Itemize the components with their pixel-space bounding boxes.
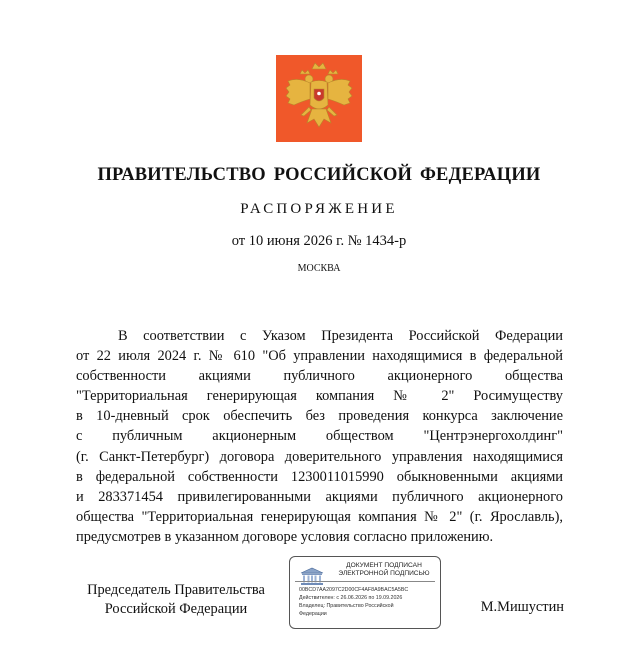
stamp-heading-line: ДОКУМЕНТ ПОДПИСАН [346,562,422,569]
order-text-line: общества "Территориальная генерирующая компания № 2" (г. Ярославль), [76,508,563,525]
electronic-signature-stamp [289,556,441,629]
government-title: ПРАВИТЕЛЬСТВО РОССИЙСКОЙ ФЕДЕРАЦИИ [97,165,541,185]
certificate-owner: Федерации [299,611,327,617]
order-text-line: (г. Санкт-Петербург) договора доверительного управления находящимися [76,448,563,465]
signatory-position [76,581,276,619]
stamp-divider [295,581,435,582]
order-text-line: предусмотрев в указанном договоре условия согласно приложению. [76,528,494,545]
document-place: МОСКВА [297,263,341,274]
signatory-name: М.Мишустин [480,599,564,615]
order-text-line: в 10-дневный срок обеспечить без проведения конкурса заключение [76,408,563,425]
document-date-number: от 10 июня 2026 г. № 1434-р [231,233,407,249]
order-text-line: с публичным акционерным обществом "Центрэнергохолдинг" [76,428,563,445]
government-building-seal-icon [299,566,325,586]
order-text-line: от 22 июля 2024 г. № 610 "Об управлении находящимися в федеральной [76,348,563,365]
signatory-position-line: Председатель Правительства [87,582,265,598]
stamp-heading [332,562,436,578]
order-text [76,326,563,547]
russian-coat-of-arms-icon [276,55,362,142]
order-text-line: "Территориальная генерирующая компания № 2" Росимуществу [76,388,563,405]
certificate-number: 00BCD7AA2097C2D00CF4AF8A9BAC5A5BC [299,587,409,593]
stamp-heading-line: ЭЛЕКТРОННОЙ ПОДПИСЬЮ [338,570,430,577]
order-text-line: В соответствии с Указом Президента Российской Федерации [118,328,563,344]
order-text-line: в федеральной собственности 1230011015990 обыкновенными акциями [76,468,563,485]
order-text-line: собственности акциями публичного акционерного общества [76,368,563,385]
coat-of-arms-emblem [276,55,362,142]
certificate-validity: Действителен: с 26.06.2026 по 19.09.2026 [299,595,403,601]
stamp-details [299,586,439,618]
document-type: РАСПОРЯЖЕНИЕ [240,201,398,217]
signatory-position-line: Российской Федерации [104,601,248,617]
order-text-line: и 283371454 привилегированными акциями публичного акционерного [76,488,563,505]
certificate-owner: Владелец: Правительство Российской [299,603,394,609]
